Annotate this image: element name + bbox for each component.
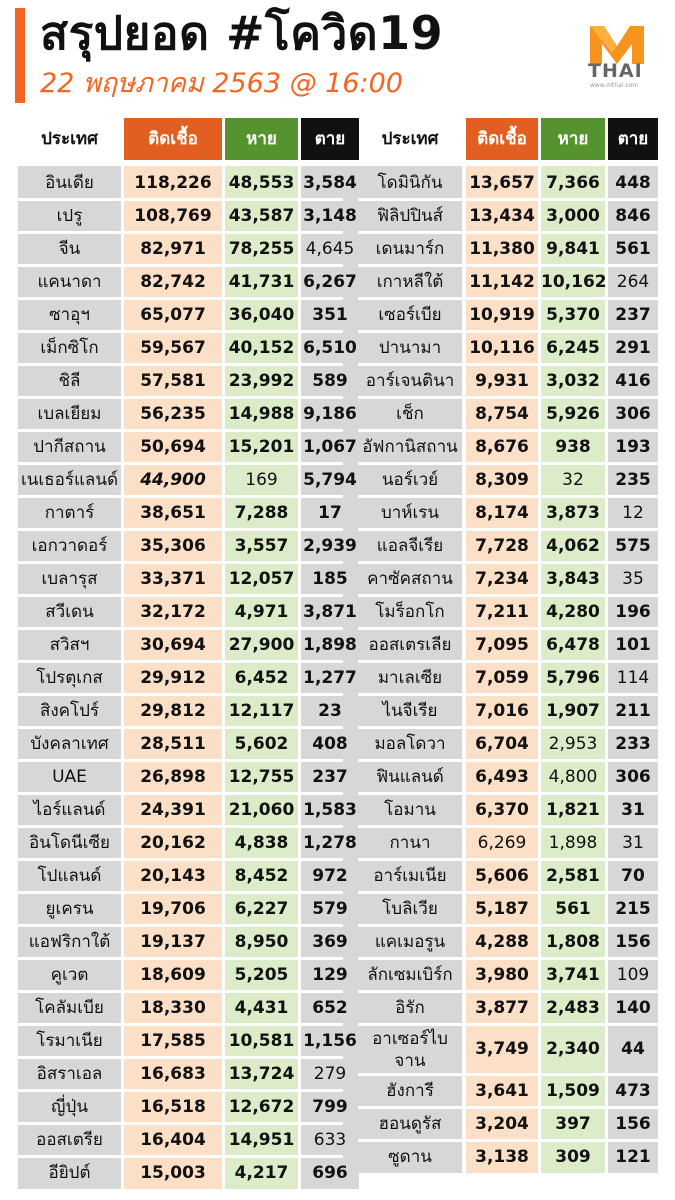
recovered-cell: 21,060 [228,799,295,820]
column-header-infected: ติดเชื้อ [466,118,538,160]
dead-cell: 114 [616,667,650,688]
recovered-cell: 4,800 [548,766,598,787]
country-cell: เกาหลีใต้ [376,271,444,292]
recovered-cell: 4,838 [234,832,289,853]
recovered-cell: 5,926 [546,403,600,424]
infected-cell: 7,016 [475,700,529,721]
country-cell-line: อาเซอร์ไบ [372,1029,448,1049]
recovered-cell: 13,724 [228,1063,295,1084]
country-cell: โคลัมเบีย [35,997,104,1018]
country-cell: นอร์เวย์ [381,469,439,490]
infected-cell: 32,172 [140,601,206,622]
country-cell: แอฟริกาใต้ [28,931,111,952]
country-cell: โปรตุเกส [36,667,103,688]
infected-cell: 6,370 [475,799,529,820]
column-header-infected: ติดเชื้อ [124,118,222,160]
recovered-cell: 3,741 [546,964,600,985]
country-cell: ฮอนดูรัส [378,1113,442,1134]
dead-cell: 473 [615,1080,651,1101]
recovered-cell: 9,841 [546,238,600,259]
infected-cell: 108,769 [134,205,212,226]
recovered-cell: 6,452 [234,667,289,688]
logo-url: www.mthai.com [590,82,639,89]
country-cell: ไนจีเรีย [382,700,438,721]
country-cell: ฟิลิปปินส์ [376,205,444,226]
infected-cell: 3,204 [475,1113,529,1134]
country-cell: กานา [389,832,431,853]
country-cell: อัฟกานิสถาน [362,436,458,457]
country-cell: เดนมาร์ก [375,238,445,259]
recovered-cell: 3,843 [546,568,600,589]
country-cell: อินโดนีเซีย [29,832,110,853]
dead-cell: 185 [312,568,348,589]
country-cell: เอกวาดอร์ [31,535,108,556]
infected-cell: 18,330 [140,997,206,1018]
dead-cell: 306 [615,766,651,787]
recovered-cell: 4,431 [234,997,289,1018]
dead-cell: 237 [615,304,651,325]
logo-text: THAI [588,60,643,82]
infected-cell: 11,142 [469,271,535,292]
recovered-cell: 41,731 [228,271,295,292]
recovered-cell: 10,581 [228,1030,295,1051]
recovered-cell: 12,117 [228,700,295,721]
column-header-recovered: หาย [225,118,298,160]
dead-cell: 3,871 [303,601,357,622]
dead-cell: 579 [312,898,348,919]
recovered-cell: 40,152 [228,337,295,358]
recovered-cell: 2,340 [546,1039,600,1059]
infected-cell: 44,900 [140,469,206,490]
left-table [18,118,357,1189]
infected-cell: 5,187 [475,898,529,919]
country-cell: ไอร์แลนด์ [33,799,106,820]
country-cell: อินเดีย [45,172,94,193]
country-cell: ซาอุฯ [49,304,90,325]
dead-cell: 448 [615,172,651,193]
dead-cell: 4,645 [305,238,355,259]
infected-cell: 29,912 [140,667,206,688]
dead-cell: 561 [615,238,651,259]
dead-cell: 70 [621,865,645,886]
infected-cell: 82,742 [140,271,206,292]
dead-cell: 1,277 [303,667,357,688]
infected-cell: 10,919 [469,304,535,325]
infected-cell: 13,434 [469,205,535,226]
recovered-cell: 169 [245,469,278,490]
recovered-cell: 1,509 [546,1080,600,1101]
dead-cell: 129 [312,964,348,985]
infected-cell: 20,162 [140,832,206,853]
dead-cell: 31 [622,832,644,853]
dead-cell: 589 [312,370,348,391]
dead-cell: 1,583 [303,799,357,820]
country-cell: อาร์เมเนีย [373,865,447,886]
infected-cell: 28,511 [140,733,206,754]
country-cell: มาเลเซีย [377,667,443,688]
infected-cell: 8,309 [475,469,529,490]
infected-cell: 65,077 [140,304,206,325]
country-cell: แคเมอรูน [374,931,446,952]
recovered-cell: 3,557 [234,535,289,556]
dead-cell: 121 [615,1146,651,1167]
infected-cell: 10,116 [469,337,535,358]
infected-cell: 6,269 [477,832,527,853]
infected-cell: 118,226 [134,172,212,193]
country-cell: ลักเซมเบิร์ก [367,964,453,985]
dead-cell: 101 [615,634,651,655]
column-header-dead: ตาย [608,118,658,160]
page-subtitle: 22 พฤษภาคม 2563 @ 16:00 [40,68,403,99]
country-cell: มอลโดวา [374,733,446,754]
dead-cell: 156 [615,931,651,952]
country-cell-line: จาน [394,1051,426,1071]
recovered-cell: 7,288 [234,502,289,523]
country-cell: ญี่ปุ่น [51,1096,88,1117]
dead-cell: 306 [615,403,651,424]
country-cell: โมร็อกโก [375,601,445,622]
infected-cell: 3,877 [475,997,529,1018]
infected-cell: 57,581 [140,370,206,391]
dead-cell: 233 [615,733,651,754]
infected-cell: 7,211 [475,601,529,622]
recovered-cell: 1,808 [546,931,600,952]
infected-cell: 33,371 [140,568,206,589]
dead-cell: 196 [615,601,651,622]
country-cell: เช็ก [396,403,424,424]
infected-cell: 16,518 [140,1096,206,1117]
recovered-cell: 14,988 [228,403,295,424]
recovered-cell: 3,032 [546,370,600,391]
column-header-dead: ตาย [301,118,359,160]
dead-cell: 31 [621,799,645,820]
row-separator [358,1023,658,1026]
infected-cell: 7,095 [475,634,529,655]
recovered-cell: 12,755 [228,766,295,787]
infected-cell: 38,651 [140,502,206,523]
dead-cell: 264 [616,271,650,292]
dead-cell: 1,898 [303,634,357,655]
infected-cell: 6,493 [475,766,529,787]
infected-cell: 8,676 [475,436,529,457]
page-title: สรุปยอด #โควิด19 [40,6,444,60]
recovered-cell: 1,898 [548,832,598,853]
recovered-cell: 1,821 [546,799,600,820]
dead-cell: 2,939 [303,535,357,556]
infected-cell: 5,606 [475,865,529,886]
dead-cell: 35 [622,568,644,589]
country-cell: ยูเครน [45,898,94,919]
country-cell [358,1028,462,1070]
dead-cell: 109 [616,964,650,985]
recovered-cell: 4,217 [234,1162,289,1183]
dead-cell: 44 [621,1039,645,1059]
dead-cell: 211 [615,700,651,721]
recovered-cell: 12,057 [228,568,295,589]
country-cell: ฮังการี [386,1080,434,1101]
country-cell: อียิปต์ [48,1162,91,1183]
recovered-cell: 27,900 [228,634,295,655]
dead-cell: 12 [622,502,644,523]
country-cell: โปแลนด์ [37,865,102,886]
country-cell: อิสราเอล [36,1063,103,1084]
infected-cell: 56,235 [140,403,206,424]
recovered-cell: 32 [562,469,584,490]
country-cell: โรมาเนีย [36,1030,103,1051]
country-cell: เปรู [56,205,83,226]
dead-cell: 1,067 [303,436,357,457]
recovered-cell: 309 [555,1146,591,1167]
infected-cell: 20,143 [140,865,206,886]
recovered-cell: 14,951 [228,1129,295,1150]
recovered-cell: 5,205 [234,964,289,985]
recovered-cell: 43,587 [228,205,295,226]
dead-cell: 633 [313,1129,347,1150]
recovered-cell: 10,162 [541,271,607,292]
recovered-cell: 4,062 [546,535,600,556]
infected-cell: 7,728 [475,535,529,556]
recovered-cell: 2,581 [546,865,600,886]
dead-cell: 1,156 [303,1030,357,1051]
recovered-cell: 3,000 [546,205,600,226]
dead-cell: 279 [313,1063,347,1084]
recovered-cell: 48,553 [228,172,295,193]
infected-cell: 7,059 [475,667,529,688]
infected-cell: 16,683 [140,1063,206,1084]
infected-cell: 35,306 [140,535,206,556]
infected-cell: 82,971 [140,238,206,259]
recovered-cell: 2,483 [546,997,600,1018]
country-cell: แอลจีเรีย [376,535,444,556]
country-cell: โอมาน [384,799,436,820]
dead-cell: 846 [615,205,651,226]
infected-cell: 16,404 [140,1129,206,1150]
infected-cell: 59,567 [140,337,206,358]
country-cell: สวิสฯ [49,634,90,655]
infected-cell: 13,657 [469,172,535,193]
recovered-cell: 6,245 [546,337,600,358]
recovered-cell: 938 [555,436,591,457]
infected-cell: 8,174 [475,502,529,523]
country-cell: เซอร์เบีย [378,304,442,325]
infected-cell: 26,898 [140,766,206,787]
recovered-cell: 5,602 [234,733,289,754]
recovered-cell: 2,953 [548,733,598,754]
recovered-cell: 12,672 [228,1096,295,1117]
dead-cell: 235 [615,469,651,490]
dead-cell: 3,148 [303,205,357,226]
country-cell: กาตาร์ [44,502,95,523]
dead-cell: 156 [615,1113,651,1134]
infected-cell: 9,931 [475,370,529,391]
recovered-cell: 36,040 [228,304,295,325]
dead-cell: 193 [615,436,651,457]
country-cell: ปากีสถาน [33,436,106,457]
recovered-cell: 4,971 [234,601,289,622]
dead-cell: 1,278 [303,832,357,853]
infected-cell: 24,391 [140,799,206,820]
recovered-cell: 4,280 [546,601,600,622]
dead-cell: 799 [312,1096,348,1117]
infected-cell: 50,694 [140,436,206,457]
right-table [358,118,658,1167]
country-cell: UAE [52,766,87,787]
infected-cell: 18,609 [140,964,206,985]
infected-cell: 17,585 [140,1030,206,1051]
dead-cell: 6,267 [303,271,357,292]
dead-cell: 23 [318,700,342,721]
country-cell: สิงคโปร์ [39,700,100,721]
country-cell: จีน [58,238,81,259]
country-cell: อาร์เจนตินา [365,370,455,391]
country-cell: เบลารุส [41,568,98,589]
country-cell: ซูดาน [388,1146,432,1167]
country-cell: เบลเยียม [37,403,102,424]
country-cell: คาซัคสถาน [367,568,453,589]
recovered-cell: 78,255 [228,238,295,259]
dead-cell: 416 [615,370,651,391]
recovered-cell: 15,201 [228,436,295,457]
infected-cell: 3,641 [475,1080,529,1101]
country-cell: เม็กซิโก [40,337,99,358]
country-cell: เนเธอร์แลนด์ [21,469,118,490]
dead-cell: 3,584 [303,172,357,193]
dead-cell: 351 [312,304,348,325]
country-cell: ออสเตรเลีย [368,634,452,655]
dead-cell: 972 [312,865,348,886]
dead-cell: 408 [312,733,348,754]
recovered-cell: 3,873 [546,502,600,523]
dead-cell: 215 [615,898,651,919]
recovered-cell: 7,366 [546,172,600,193]
infected-cell: 30,694 [140,634,206,655]
infected-cell: 19,706 [140,898,206,919]
country-cell: บังคลาเทศ [30,733,109,754]
country-cell: อิรัก [395,997,425,1018]
infected-cell: 29,812 [140,700,206,721]
recovered-cell: 397 [555,1113,591,1134]
country-cell: ฟินแลนด์ [376,766,444,787]
infected-cell: 6,704 [475,733,529,754]
infected-cell: 8,754 [475,403,529,424]
recovered-cell: 5,370 [546,304,600,325]
country-cell: ออสเตรีย [36,1129,103,1150]
recovered-cell: 6,478 [546,634,600,655]
recovered-cell: 1,907 [546,700,600,721]
column-header-country: ประเทศ [41,129,98,149]
country-cell: สวีเดน [45,601,94,622]
recovered-cell: 8,452 [234,865,289,886]
infected-cell: 7,234 [475,568,529,589]
dead-cell: 5,794 [303,469,357,490]
dead-cell: 696 [312,1162,348,1183]
dead-cell: 9,186 [303,403,357,424]
country-cell: ชิลี [58,370,81,391]
infected-cell: 3,138 [475,1146,529,1167]
infected-cell: 19,137 [140,931,206,952]
dead-cell: 140 [615,997,651,1018]
country-cell: โบลิเวีย [382,898,438,919]
infected-cell: 11,380 [469,238,535,259]
dead-cell: 237 [312,766,348,787]
infected-cell: 15,003 [140,1162,206,1183]
dead-cell: 369 [312,931,348,952]
dead-cell: 6,510 [303,337,357,358]
recovered-cell: 6,227 [234,898,289,919]
recovered-cell: 8,950 [234,931,289,952]
column-header-country: ประเทศ [381,129,439,149]
infected-cell: 3,749 [475,1039,529,1059]
infected-cell: 3,980 [475,964,529,985]
country-cell: โดมินิกัน [377,172,443,193]
dead-cell: 17 [318,502,342,523]
dead-cell: 652 [312,997,348,1018]
country-cell: คูเวต [50,964,89,985]
accent-bar [15,8,25,103]
infected-cell: 4,288 [475,931,529,952]
dead-cell: 575 [615,535,651,556]
dead-cell: 291 [615,337,651,358]
column-header-recovered: หาย [541,118,605,160]
country-cell: บาห์เรน [380,502,440,523]
recovered-cell: 5,796 [546,667,600,688]
country-cell: แคนาดา [37,271,102,292]
recovered-cell: 23,992 [228,370,295,391]
recovered-cell: 561 [555,898,591,919]
country-cell: ปานามา [378,337,442,358]
